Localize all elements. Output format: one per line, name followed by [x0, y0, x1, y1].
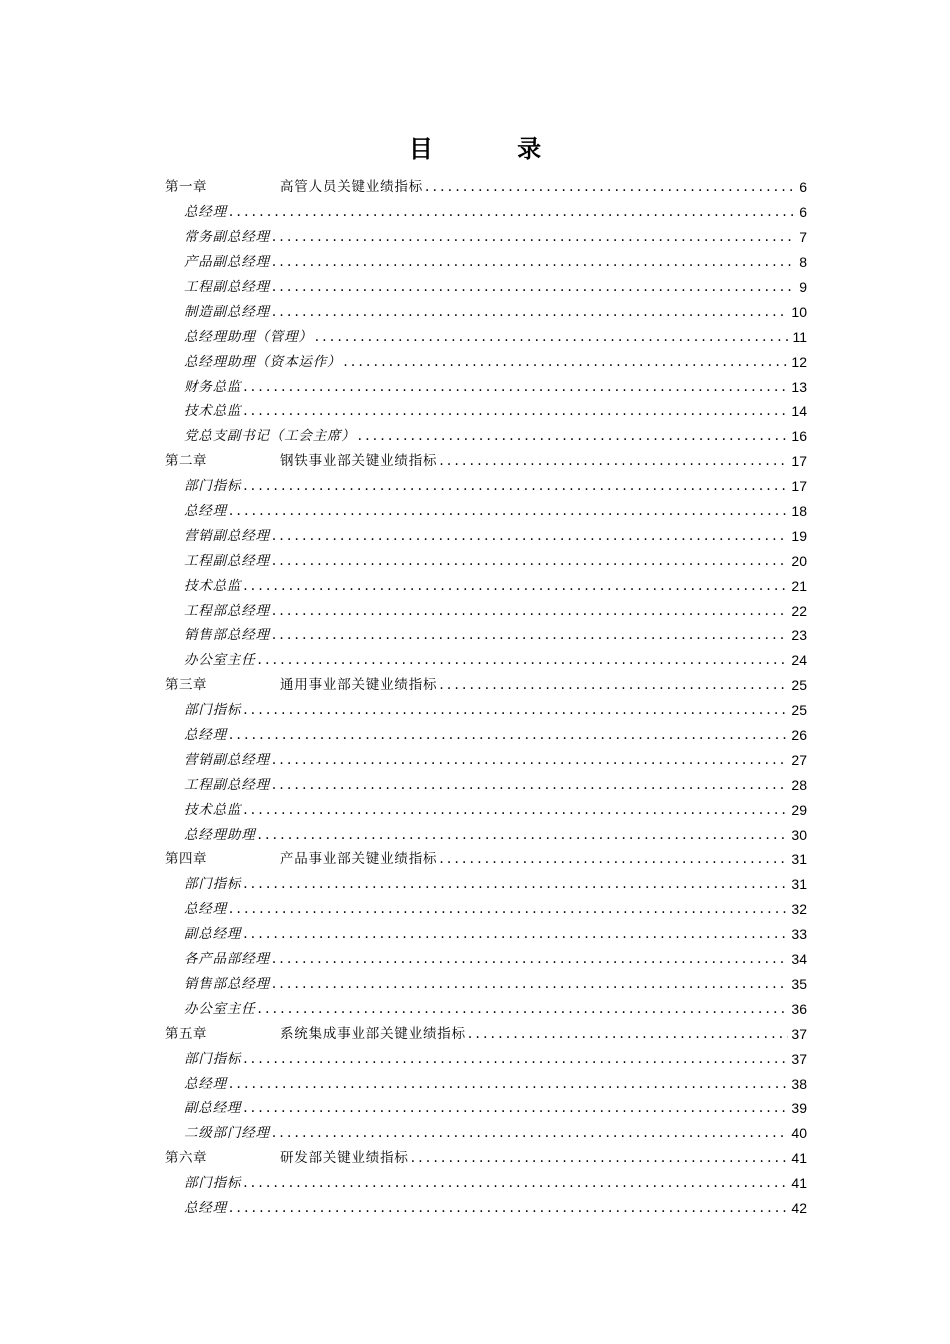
toc-entry-title: 部门指标: [184, 876, 242, 893]
toc-entry-title: 销售部总经理: [184, 975, 270, 992]
toc-entry-title: 制造副总经理: [184, 303, 270, 320]
toc-section-entry[interactable]: [165, 1071, 807, 1096]
toc-dot-leader: [272, 976, 789, 992]
toc-section-entry[interactable]: [165, 598, 807, 623]
toc-page-number: 35: [791, 975, 807, 992]
toc-dot-leader: [315, 329, 790, 345]
toc-entry-title: 高管人员关键业绩指标: [280, 179, 423, 196]
toc-dot-leader: [468, 1026, 789, 1042]
toc-dot-leader: [243, 926, 788, 942]
toc-chapter-number: 第四章: [165, 851, 207, 868]
toc-section-entry[interactable]: [165, 822, 807, 847]
toc-entry-title: 工程副总经理: [184, 776, 270, 793]
toc-page-number: 23: [791, 627, 807, 644]
toc-section-entry[interactable]: [165, 797, 807, 822]
toc-chapter-entry[interactable]: [165, 175, 807, 200]
toc-section-entry[interactable]: [165, 200, 807, 225]
toc-dot-leader: [272, 229, 796, 245]
toc-page-number: 17: [791, 453, 807, 470]
toc-page-number: 10: [791, 303, 807, 320]
toc-chapter-entry[interactable]: [165, 673, 807, 698]
toc-entry-title: 产品副总经理: [184, 254, 270, 271]
toc-page-number: 11: [792, 328, 807, 345]
toc-page-number: 41: [791, 1175, 807, 1192]
toc-entry-title: 系统集成事业部关键业绩指标: [280, 1025, 466, 1042]
toc-section-entry[interactable]: [165, 1196, 807, 1221]
toc-dot-leader: [272, 279, 796, 295]
toc-chapter-number: 第一章: [165, 179, 207, 196]
toc-dot-leader: [229, 204, 796, 220]
toc-dot-leader: [272, 752, 789, 768]
toc-chapter-entry[interactable]: [165, 1021, 807, 1046]
toc-entry-title: 部门指标: [184, 1175, 242, 1192]
toc-page-number: 32: [791, 901, 807, 918]
toc-page-number: 38: [791, 1075, 807, 1092]
toc-section-entry[interactable]: [165, 374, 807, 399]
toc-dot-leader: [243, 1175, 788, 1191]
toc-entry-title: 办公室主任: [184, 652, 256, 669]
toc-page-number: 22: [791, 602, 807, 619]
toc-page-number: 39: [791, 1100, 807, 1117]
toc-section-entry[interactable]: [165, 1046, 807, 1071]
toc-entry-title: 技术总监: [184, 403, 242, 420]
toc-section-entry[interactable]: [165, 996, 807, 1021]
toc-section-entry[interactable]: [165, 1171, 807, 1196]
toc-section-entry[interactable]: [165, 548, 807, 573]
toc-entry-title: 部门指标: [184, 702, 242, 719]
toc-entry-title: 总经理: [184, 727, 227, 744]
toc-page-number: 7: [799, 229, 807, 246]
toc-page-number: 9: [799, 279, 807, 295]
toc-page-number: 8: [799, 254, 807, 271]
toc-section-entry[interactable]: [165, 1096, 807, 1121]
toc-section-entry[interactable]: [165, 648, 807, 673]
toc-dot-leader: [343, 354, 788, 370]
toc-section-entry[interactable]: [165, 299, 807, 324]
toc-entry-title: 技术总监: [184, 577, 242, 594]
toc-entry-title: 工程副总经理: [184, 552, 270, 569]
toc-page-number: 31: [791, 876, 807, 893]
toc-section-entry[interactable]: [165, 972, 807, 997]
toc-dot-leader: [243, 702, 788, 718]
toc-page-number: 31: [791, 851, 807, 868]
toc-entry-title: 部门指标: [184, 1050, 242, 1067]
toc-page-number: 6: [799, 179, 807, 196]
toc-section-entry[interactable]: [165, 872, 807, 897]
toc-page-number: 30: [791, 826, 807, 843]
toc-page-number: 17: [791, 478, 807, 495]
toc-page-number: 37: [791, 1025, 807, 1042]
toc-entry-title: 产品事业部关键业绩指标: [280, 851, 438, 868]
toc-section-entry[interactable]: [165, 399, 807, 424]
toc-dot-leader: [243, 379, 788, 395]
toc-section-entry[interactable]: [165, 1121, 807, 1146]
toc-section-entry[interactable]: [165, 250, 807, 275]
toc-entry-title: 常务副总经理: [184, 229, 270, 246]
toc-entry-title: 总经理助理: [184, 826, 256, 843]
toc-section-entry[interactable]: [165, 424, 807, 449]
toc-entry-title: 工程副总经理: [184, 279, 270, 295]
toc-section-entry[interactable]: [165, 897, 807, 922]
toc-dot-leader: [243, 403, 788, 419]
toc-dot-leader: [229, 1200, 789, 1216]
toc-dot-leader: [243, 802, 788, 818]
toc-entry-title: 部门指标: [184, 478, 242, 495]
toc-page-number: 25: [791, 702, 807, 719]
toc-dot-leader: [229, 727, 789, 743]
toc-entry-title: 工程部总经理: [184, 602, 270, 619]
toc-page-number: 21: [791, 577, 807, 594]
toc-dot-leader: [243, 1051, 788, 1067]
toc-page-number: 37: [791, 1050, 807, 1067]
toc-section-entry[interactable]: [165, 474, 807, 499]
toc-entry-title: 副总经理: [184, 1100, 242, 1117]
toc-entry-title: 钢铁事业部关键业绩指标: [280, 453, 438, 470]
toc-dot-leader: [439, 851, 788, 867]
toc-page-number: 41: [791, 1150, 807, 1167]
toc-dot-leader: [272, 951, 789, 967]
toc-dot-leader: [272, 603, 789, 619]
toc-page-number: 33: [791, 926, 807, 943]
toc-page-number: 34: [791, 951, 807, 968]
toc-section-entry[interactable]: [165, 324, 807, 349]
toc-entry-title: 总经理助理（管理）: [184, 328, 313, 345]
toc-page-number: 27: [791, 751, 807, 768]
toc-page-number: 36: [791, 1000, 807, 1017]
toc-section-entry[interactable]: [165, 698, 807, 723]
toc-entry-title: 总经理: [184, 1199, 227, 1216]
toc-page-number: 13: [791, 378, 807, 395]
toc-dot-leader: [229, 1076, 789, 1092]
toc-dot-leader: [229, 503, 789, 519]
toc-section-entry[interactable]: [165, 225, 807, 250]
toc-dot-leader: [272, 528, 789, 544]
toc-chapter-entry[interactable]: [165, 449, 807, 474]
toc-section-entry[interactable]: [165, 499, 807, 524]
toc-chapter-number: 第六章: [165, 1150, 207, 1167]
toc-entry-title: 技术总监: [184, 801, 242, 818]
toc-entry-title: 党总支副书记（工会主席）: [184, 428, 356, 445]
toc-chapter-number: 第五章: [165, 1025, 207, 1042]
toc-dot-leader: [272, 627, 789, 643]
toc-entry-title: 办公室主任: [184, 1000, 256, 1017]
toc-page-number: 20: [791, 552, 807, 569]
toc-section-entry[interactable]: [165, 275, 807, 300]
toc-page-number: 24: [791, 652, 807, 669]
toc-section-entry[interactable]: [165, 772, 807, 797]
toc-section-entry[interactable]: [165, 349, 807, 374]
toc-dot-leader: [358, 428, 789, 444]
toc-chapter-number: 第三章: [165, 677, 207, 694]
toc-entry-title: 总经理: [184, 1075, 227, 1092]
toc-entry-title: 总经理助理（资本运作）: [184, 353, 342, 370]
toc-entry-title: 通用事业部关键业绩指标: [280, 677, 438, 694]
toc-section-entry[interactable]: [165, 947, 807, 972]
toc-section-entry[interactable]: [165, 723, 807, 748]
toc-page-number: 19: [791, 527, 807, 544]
toc-dot-leader: [229, 901, 789, 917]
toc-dot-leader: [243, 1100, 788, 1116]
toc-dot-leader: [243, 876, 788, 892]
toc-entry-title: 各产品部经理: [184, 951, 270, 968]
toc-dot-leader: [272, 1125, 789, 1141]
toc-dot-leader: [243, 478, 788, 494]
toc-page-number: 29: [791, 801, 807, 818]
toc-entry-title: 总经理: [184, 901, 227, 918]
toc-entry-title: 财务总监: [184, 378, 242, 395]
toc-chapter-entry[interactable]: [165, 847, 807, 872]
toc-chapter-entry[interactable]: [165, 1146, 807, 1171]
toc-dot-leader: [258, 1001, 789, 1017]
toc-entry-title: 总经理: [184, 503, 227, 520]
toc-page-number: 28: [791, 776, 807, 793]
page-title: 目 录: [408, 134, 580, 163]
toc-dot-leader: [272, 553, 789, 569]
toc-page-number: 12: [791, 353, 807, 370]
toc-dot-leader: [258, 827, 789, 843]
toc-dot-leader: [411, 1150, 789, 1166]
toc-dot-leader: [258, 652, 789, 668]
toc-page-number: 26: [791, 727, 807, 744]
toc-entry-title: 副总经理: [184, 926, 242, 943]
toc-chapter-number: 第二章: [165, 453, 207, 470]
toc-page-number: 14: [791, 403, 807, 420]
toc-section-entry[interactable]: [165, 573, 807, 598]
toc-entry-title: 营销副总经理: [184, 527, 270, 544]
toc-entry-title: 营销副总经理: [184, 751, 270, 768]
toc-section-entry[interactable]: [165, 623, 807, 648]
toc-entry-title: 二级部门经理: [184, 1125, 270, 1142]
toc-section-entry[interactable]: [165, 922, 807, 947]
toc-dot-leader: [272, 304, 789, 320]
toc-dot-leader: [272, 254, 796, 270]
toc-page-number: 18: [791, 503, 807, 520]
toc-entry-title: 销售部总经理: [184, 627, 270, 644]
toc-section-entry[interactable]: [165, 747, 807, 772]
toc-dot-leader: [439, 677, 788, 693]
toc-page-number: 40: [791, 1125, 807, 1142]
toc-page-number: 25: [791, 677, 807, 694]
toc-page-number: 16: [791, 428, 807, 445]
toc-section-entry[interactable]: [165, 523, 807, 548]
toc-dot-leader: [243, 578, 788, 594]
toc-entry-title: 研发部关键业绩指标: [280, 1150, 409, 1167]
toc-dot-leader: [272, 777, 789, 793]
toc-page-number: 6: [799, 204, 807, 221]
toc-dot-leader: [425, 179, 796, 195]
toc-dot-leader: [439, 453, 788, 469]
toc-entry-title: 总经理: [184, 204, 227, 221]
toc-page-number: 42: [791, 1199, 807, 1216]
table-of-contents: [165, 175, 807, 1220]
